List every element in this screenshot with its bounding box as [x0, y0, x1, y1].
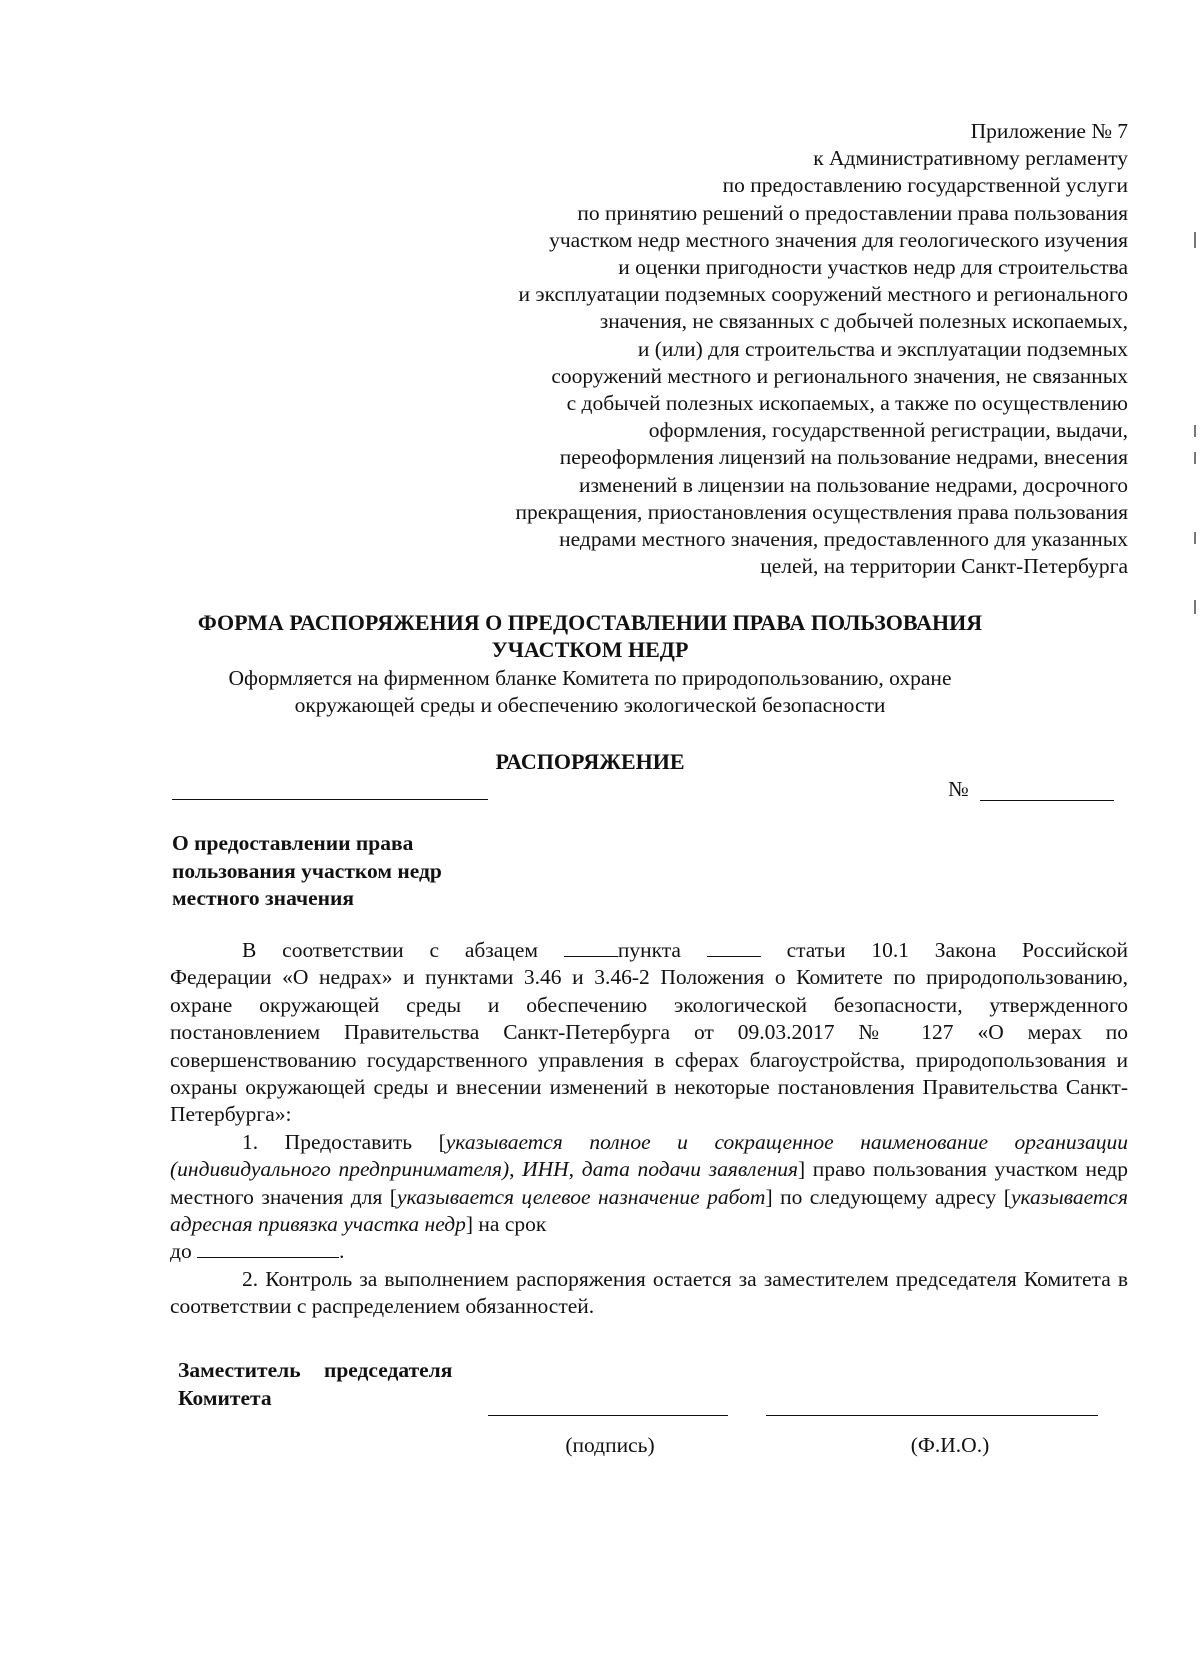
- item-text: 1. Предоставить [: [242, 1129, 446, 1154]
- appendix-line: и эксплуатации подземных сооружений местного и регионального: [518, 282, 1128, 307]
- form-title: [150, 609, 1030, 663]
- preamble-text: В соответствии с абзацем: [242, 938, 538, 962]
- form-title-line: УЧАСТКОМ НЕДР: [491, 637, 689, 662]
- form-note-line: окружающей среды и обеспечению экологической безопасности: [294, 693, 886, 717]
- appendix-line: прекращения, приостановления осуществления права пользования: [515, 499, 1128, 524]
- scan-edge-mark: [1194, 232, 1196, 248]
- form-note: [150, 665, 1030, 719]
- appendix-line: и (или) для строительства и эксплуатации подземных: [637, 336, 1128, 361]
- appendix-line: переоформления лицензий на пользование недрами, внесения: [559, 445, 1128, 470]
- signer-position: Заместитель председателя: [178, 1358, 453, 1382]
- item-text: ] на срок: [465, 1212, 547, 1237]
- order-number-field: [948, 776, 1118, 806]
- form-note-line: Оформляется на фирменном бланке Комитета по природопользованию, охране: [228, 666, 952, 690]
- appendix-line: и оценки пригодности участков недр для строительства: [618, 255, 1128, 280]
- preamble-text: пункта: [617, 938, 681, 962]
- full-name-line: [766, 1415, 1098, 1416]
- appendix-line: по принятию решений о предоставлении права пользования: [577, 200, 1128, 225]
- appendix-line: сооружений местного и регионального значения, не связанных: [551, 363, 1128, 388]
- signer-organization: Комитета: [178, 1385, 272, 1410]
- order-subject: [172, 830, 512, 913]
- paragraph-item-2: 2. Контроль за выполнением распоряжения остается за заместителем председателя Комитета в соответствии с распределением обязанностей.: [170, 1266, 1128, 1319]
- appendix-line: участком недр местного значения для геологического изучения: [549, 227, 1128, 252]
- item-placeholder-text: указывается полное и сокращенное наименование организации (индивидуального предпринимателя), ИНН, дата подачи заявления: [170, 1129, 1128, 1182]
- appendix-line: по предоставлению государственной услуги: [722, 173, 1128, 198]
- order-title: РАСПОРЯЖЕНИЕ: [495, 749, 685, 774]
- item-text: ] право пользования участком недр местного значения для [: [170, 1157, 1128, 1209]
- appendix-line: оформления, государственной регистрации, выдачи,: [648, 418, 1128, 443]
- appendix-line: Приложение № 7: [970, 119, 1128, 143]
- subject-line: О предоставлении права: [172, 831, 414, 855]
- signer-block: [178, 1357, 518, 1412]
- appendix-line: с добычей полезных ископаемых, а также по осуществлению: [566, 391, 1128, 416]
- item-blank: [707, 938, 761, 957]
- paragraph-blank: [564, 938, 618, 957]
- appendix-line: недрами местного значения, предоставленного для указанных: [559, 527, 1128, 552]
- scan-edge-mark: [1194, 532, 1196, 544]
- appendix-line: значения, не связанных с добычей полезных ископаемых,: [599, 309, 1128, 334]
- appendix-line: изменений в лицензии на пользование недрами, досрочного: [578, 472, 1128, 497]
- paragraph-preamble-first-line: [170, 937, 1128, 964]
- paragraph-preamble: Федерации «О недрах» и пунктами 3.46 и 3.46-2 Положения о Комитете по природопользованию, охране окружающей среды и обеспечению экологической безопасности, утвержденного постановлением Правительства Санкт-Петербурга от 09.03.2017 № 127 «О мерах по совершенствованию государственного управления в сферах благоустройства, природопользования и охраны окружающей среды и внесении изменений в некоторые постановления Правительства Санкт-Петербурга»:: [170, 965, 1128, 1127]
- appendix-header: [380, 118, 1128, 580]
- signature-caption: (подпись): [565, 1433, 655, 1457]
- item-text: ] по следующему адресу [: [765, 1184, 1011, 1209]
- item-text: до: [170, 1239, 192, 1264]
- item-placeholder-text: указывается целевое назначение работ: [396, 1184, 766, 1209]
- number-sign: №: [948, 777, 969, 801]
- signature-line: [488, 1415, 728, 1416]
- form-title-line: ФОРМА РАСПОРЯЖЕНИЯ О ПРЕДОСТАВЛЕНИИ ПРАВА ПОЛЬЗОВАНИЯ: [197, 610, 983, 635]
- subject-line: местного значения: [172, 886, 355, 910]
- item-text: .: [339, 1239, 345, 1264]
- preamble-text: статьи 10.1 Закона Российской: [786, 938, 1129, 962]
- number-blank-line: [980, 800, 1114, 801]
- paragraph-item-1: [170, 1129, 1128, 1266]
- appendix-line: целей, на территории Санкт-Петербурга: [760, 554, 1128, 579]
- item-placeholder-text: указывается адресная привязка участка недр: [170, 1184, 1128, 1237]
- full-name-caption: (Ф.И.О.): [910, 1433, 990, 1457]
- order-body: [170, 937, 1128, 1321]
- scan-edge-mark: [1194, 425, 1196, 437]
- term-blank: [197, 1239, 339, 1258]
- appendix-line: к Административному регламенту: [813, 146, 1128, 171]
- subject-line: пользования участком недр: [172, 858, 442, 883]
- scan-edge-mark: [1194, 600, 1196, 614]
- scan-edge-mark: [1194, 452, 1196, 464]
- date-blank-line: [172, 799, 488, 800]
